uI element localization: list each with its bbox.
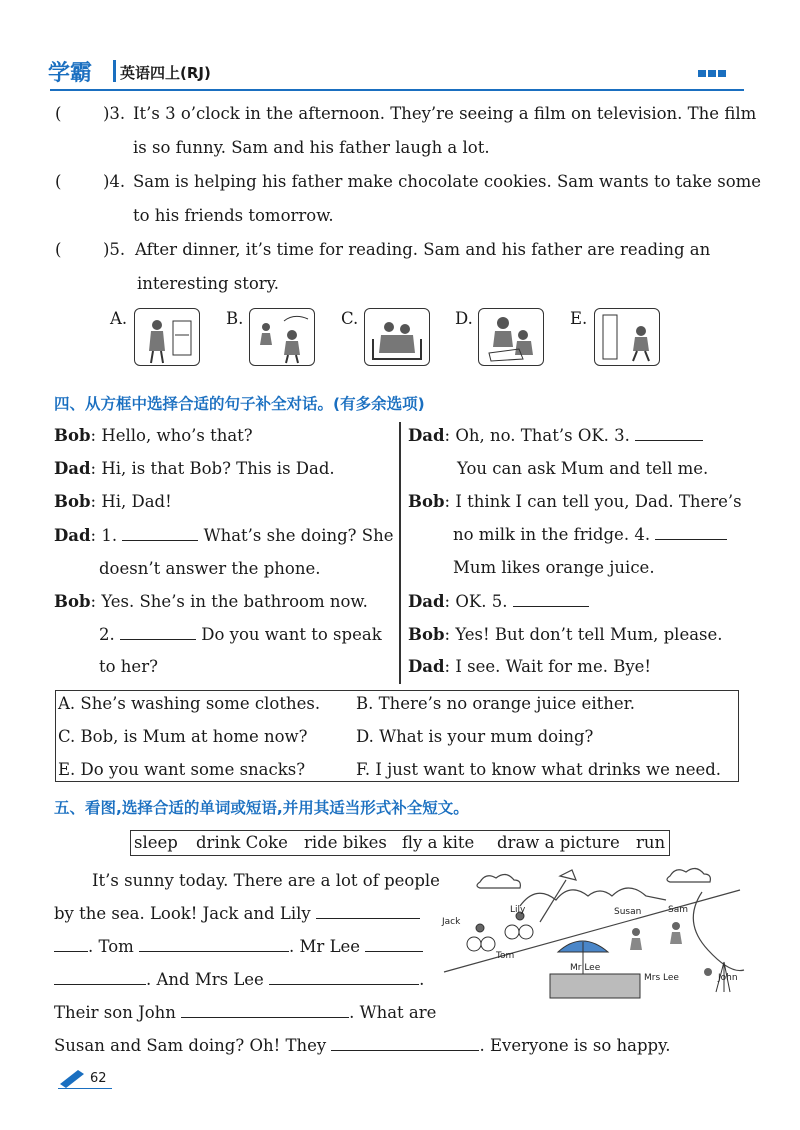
utterance: I see. Wait for me. Bye! (455, 657, 652, 676)
option-e: E. Do you want some snacks? (58, 760, 306, 779)
dialogue-line: Dad: 1. What’s she doing? She (54, 526, 394, 545)
passage-text: by the sea. Look! Jack and Lily (54, 904, 311, 923)
dialogue-line: Bob: Yes! But don’t tell Mum, please. (408, 625, 723, 644)
dialogue-line: Bob: Yes. She’s in the bathroom now. (54, 592, 368, 611)
speaker: Dad (408, 657, 445, 676)
speaker: Dad (408, 592, 445, 611)
blank-2[interactable] (120, 625, 196, 640)
passage-text: . Tom (88, 937, 134, 956)
picture-a-cooking (134, 308, 200, 366)
word-option: sleep (134, 833, 178, 852)
speaker: Bob (54, 492, 91, 511)
passage-blank-5[interactable] (181, 1003, 349, 1018)
dialogue-continuation (453, 525, 727, 545)
dialogue-continuation: Mum likes orange juice. (453, 558, 655, 577)
utterance: Yes! But don’t tell Mum, please. (455, 625, 723, 644)
item-4-line-1: Sam is helping his father make chocolate cookies. Sam wants to take some (133, 172, 762, 191)
dialogue-line: Dad: I see. Wait for me. Bye! (408, 657, 652, 676)
item-3-line-1: It’s 3 o’clock in the afternoon. They’re seeing a film on television. The film (133, 104, 757, 123)
dialogue-line: Bob: Hello, who’s that? (54, 426, 253, 445)
passage-text: . And Mrs Lee (146, 970, 264, 989)
passage-blank-3-cont[interactable] (54, 970, 146, 985)
blank-number: 2. (99, 625, 115, 644)
label-jack: Jack (442, 917, 461, 927)
passage-blank-2[interactable] (139, 937, 289, 952)
dialogue-continuation: to her? (99, 657, 158, 676)
paren-open-4: ( (55, 172, 62, 191)
dialogue-continuation: You can ask Mum and tell me. (457, 459, 709, 478)
utterance: Hello, who’s that? (101, 426, 253, 445)
utterance: OK. 5. (455, 592, 508, 611)
word-option: fly a kite (402, 833, 475, 852)
passage-text: . Everyone is so happy. (479, 1036, 671, 1055)
word-option: run (636, 833, 666, 852)
dialogue-line: Dad: Oh, no. That’s OK. 3. (408, 426, 703, 446)
blank-number: 1. (101, 526, 118, 545)
item-3-line-2: is so funny. Sam and his father laugh a lot. (133, 138, 490, 157)
speaker: Dad (408, 426, 445, 445)
picture-e-door (594, 308, 660, 366)
dialogue-line: Bob: I think I can tell you, Dad. There’s (408, 492, 742, 511)
dialogue-continuation: doesn’t answer the phone. (99, 559, 321, 578)
dialogue-line: Dad: OK. 5. (408, 592, 589, 612)
beach-scene-illustration (440, 862, 748, 1006)
utterance: What’s she doing? She (203, 526, 394, 545)
section-4-title: 四、从方框中选择合适的句子补全对话。(有多余选项) (54, 395, 425, 413)
passage-line-2 (54, 904, 420, 924)
paren-open-5: ( (55, 240, 62, 259)
option-b: B. There’s no orange juice either. (356, 694, 635, 713)
footer-rule (58, 1088, 112, 1089)
header-divider (113, 60, 116, 82)
header-squares (698, 70, 726, 77)
word-option: ride bikes (304, 833, 387, 852)
passage-line-1: It’s sunny today. There are a lot of people (92, 871, 440, 890)
option-d: D. What is your mum doing? (356, 727, 594, 746)
passage-blank-6[interactable] (331, 1036, 479, 1051)
blank-5[interactable] (513, 592, 589, 607)
utterance: I think I can tell you, Dad. There’s (455, 492, 742, 511)
passage-blank-3[interactable] (365, 937, 423, 952)
utterance: Yes. She’s in the bathroom now. (101, 592, 368, 611)
dialogue-line: Bob: Hi, Dad! (54, 492, 172, 511)
utterance: Oh, no. That’s OK. 3. (455, 426, 630, 445)
picture-b-running (249, 308, 315, 366)
word-option: draw a picture (497, 833, 620, 852)
passage-text: Susan and Sam doing? Oh! They (54, 1036, 327, 1055)
utterance: Do you want to speak (201, 625, 382, 644)
speaker: Dad (54, 526, 91, 545)
dialogue-line (99, 625, 382, 645)
speaker: Bob (408, 625, 445, 644)
speaker: Dad (54, 459, 91, 478)
section-5-title: 五、看图,选择合适的单词或短语,并用其适当形式补全短文。 (54, 799, 469, 817)
passage-line-3 (54, 937, 423, 957)
label-tom: Tom (496, 951, 515, 961)
brand-logo: 学霸 (48, 61, 93, 86)
utterance: no milk in the fridge. 4. (453, 525, 651, 544)
header-rule (50, 89, 744, 91)
pic-label-b: B. (226, 309, 244, 328)
utterance: Hi, is that Bob? This is Dad. (101, 459, 335, 478)
blank-3[interactable] (635, 426, 703, 441)
option-a: A. She’s washing some clothes. (58, 694, 321, 713)
speaker: Bob (54, 592, 91, 611)
option-f: F. I just want to know what drinks we need. (356, 760, 722, 779)
pic-label-c: C. (341, 309, 359, 328)
book-title: 英语四上(RJ) (120, 64, 211, 82)
passage-text: Their son John (54, 1003, 176, 1022)
word-option: drink Coke (196, 833, 288, 852)
passage-text: . Mr Lee (289, 937, 361, 956)
passage-blank-1[interactable] (316, 904, 420, 919)
option-c: C. Bob, is Mum at home now? (58, 727, 308, 746)
item-4-line-2: to his friends tomorrow. (133, 206, 334, 225)
label-susan: Susan (614, 907, 642, 917)
passage-text: . (419, 970, 425, 989)
label-john: John (718, 973, 738, 983)
speaker: Bob (54, 426, 91, 445)
passage-line-6 (54, 1036, 670, 1056)
utterance: Hi, Dad! (101, 492, 172, 511)
page-number: 62 (90, 1071, 107, 1086)
pic-label-a: A. (110, 309, 128, 328)
passage-blank-4[interactable] (269, 970, 419, 985)
item-5-line-2: interesting story. (137, 274, 280, 293)
pencil-icon (58, 1066, 88, 1088)
picture-c-sofa (364, 308, 430, 366)
passage-line-5 (54, 1003, 436, 1023)
pic-label-e: E. (570, 309, 588, 328)
passage-line-4 (54, 970, 424, 990)
pic-label-d: D. (455, 309, 473, 328)
dialogue-line: Dad: Hi, is that Bob? This is Dad. (54, 459, 335, 478)
blank-4[interactable] (655, 525, 727, 540)
passage-text: . What are (349, 1003, 437, 1022)
item-number-3: )3. (103, 104, 126, 123)
label-mrs-lee: Mrs Lee (644, 973, 679, 983)
paren-open-3: ( (55, 104, 62, 123)
column-divider (399, 422, 401, 684)
passage-blank-1-cont[interactable] (54, 937, 88, 952)
label-mr-lee: Mr Lee (570, 963, 601, 973)
picture-d-reading (478, 308, 544, 366)
blank-1[interactable] (122, 526, 198, 541)
item-5-line-1: After dinner, it’s time for reading. Sam and his father are reading an (135, 240, 711, 259)
label-lily: Lily (510, 905, 526, 915)
item-number-4: )4. (103, 172, 126, 191)
speaker: Bob (408, 492, 445, 511)
label-sam: Sam (668, 905, 688, 915)
item-number-5: )5. (103, 240, 126, 259)
